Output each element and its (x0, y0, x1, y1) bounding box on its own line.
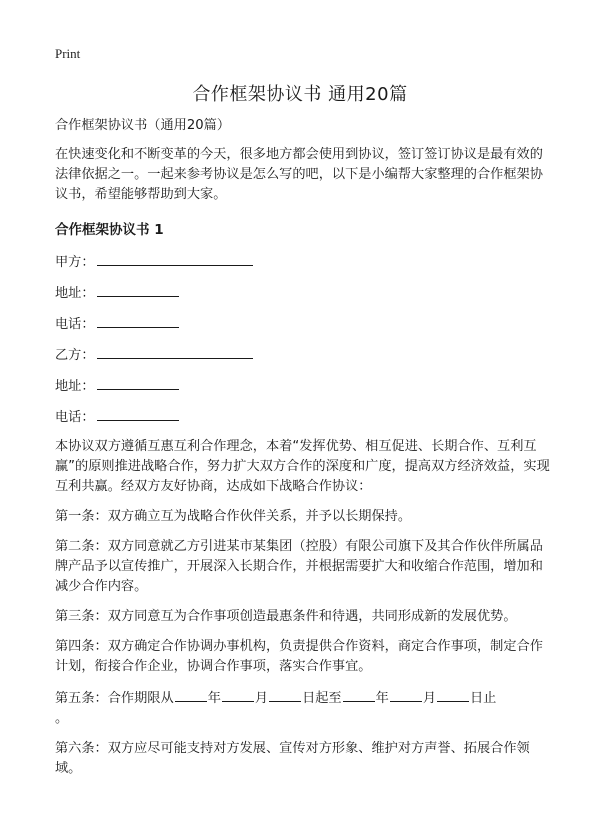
fill-in-line (97, 375, 179, 390)
month-label: 月 (422, 691, 436, 706)
clause-5-prefix: 第五条：合作期限从 (55, 691, 174, 706)
clause-4: 第四条：双方确定合作协调办事机构，负责提供合作资料，商定合作事项，制定合作计划，衔接合作企业，协调合作事项，落实合作事宜。 (55, 639, 543, 674)
print-link[interactable]: Print (55, 46, 81, 61)
document-body (55, 116, 553, 789)
fill-in-line (97, 313, 179, 328)
clause-3: 第三条：双方同意互为合作事项创造最惠条件和待遇，共同形成新的发展优势。 (55, 609, 517, 624)
field-phone-b (55, 406, 553, 426)
field-phone-a (55, 313, 553, 333)
field-address-b (55, 375, 553, 395)
field-label: 乙方： (55, 348, 95, 363)
fill-in-blank (390, 687, 422, 702)
agreement-intro: 本协议双方遵循互惠互利合作理念，本着“发挥优势、相互促进、长期合作、互利互赢”的原则推进战略合作，努力扩大双方合作的深度和广度，提高双方经济效益，实现互利共赢。经双方友好协商，达成如下战略合作协议： (55, 439, 550, 494)
field-address-a (55, 282, 553, 302)
field-label: 地址： (55, 286, 95, 301)
fill-in-blank (269, 687, 301, 702)
year-label: 年 (207, 691, 221, 706)
field-label: 电话： (55, 410, 95, 425)
fill-in-blank (175, 687, 207, 702)
clause-6: 第六条：双方应尽可能支持对方发展、宣传对方形象、维护对方声誉、拓展合作领域。 (55, 741, 530, 776)
month-label: 月 (254, 691, 269, 706)
year-label: 年 (375, 691, 389, 706)
section-heading: 合作框架协议书 1 (55, 222, 164, 238)
fill-in-blank (437, 687, 469, 702)
field-party-b (55, 344, 553, 364)
document-subtitle: 合作框架协议书（通用20篇） (55, 118, 231, 133)
fill-in-blank (343, 687, 375, 702)
clause-5 (55, 687, 553, 729)
field-label: 甲方： (55, 255, 95, 270)
clause-2: 第二条：双方同意就乙方引进某市某集团（控股）有限公司旗下及其合作伙伴所属品牌产品予以宣传推广，开展深入长期合作，并根据需要扩大和收缩合作范围，增加和减少合作内容。 (55, 539, 543, 594)
fill-in-line (97, 344, 253, 359)
fill-in-blank (222, 687, 254, 702)
field-label: 电话： (55, 317, 95, 332)
day-label: 日止 (470, 691, 497, 706)
fill-in-line (97, 282, 179, 297)
field-party-a (55, 251, 553, 271)
day-label: 日起至 (302, 691, 342, 706)
page-title: 合作框架协议书 通用20篇 (192, 84, 408, 105)
fill-in-line (97, 406, 179, 421)
fill-in-line (97, 251, 253, 266)
clause-5-end: 。 (55, 711, 69, 726)
intro-paragraph: 在快速变化和不断变革的今天，很多地方都会使用到协议，签订签订协议是最有效的法律依据之一。一起来参考协议是怎么写的吧，以下是小编帮大家整理的合作框架协议书，希望能够帮助到大家。 (55, 147, 543, 202)
field-label: 地址： (55, 379, 95, 394)
clause-1: 第一条：双方确立互为战略合作伙伴关系，并予以长期保持。 (55, 509, 412, 524)
